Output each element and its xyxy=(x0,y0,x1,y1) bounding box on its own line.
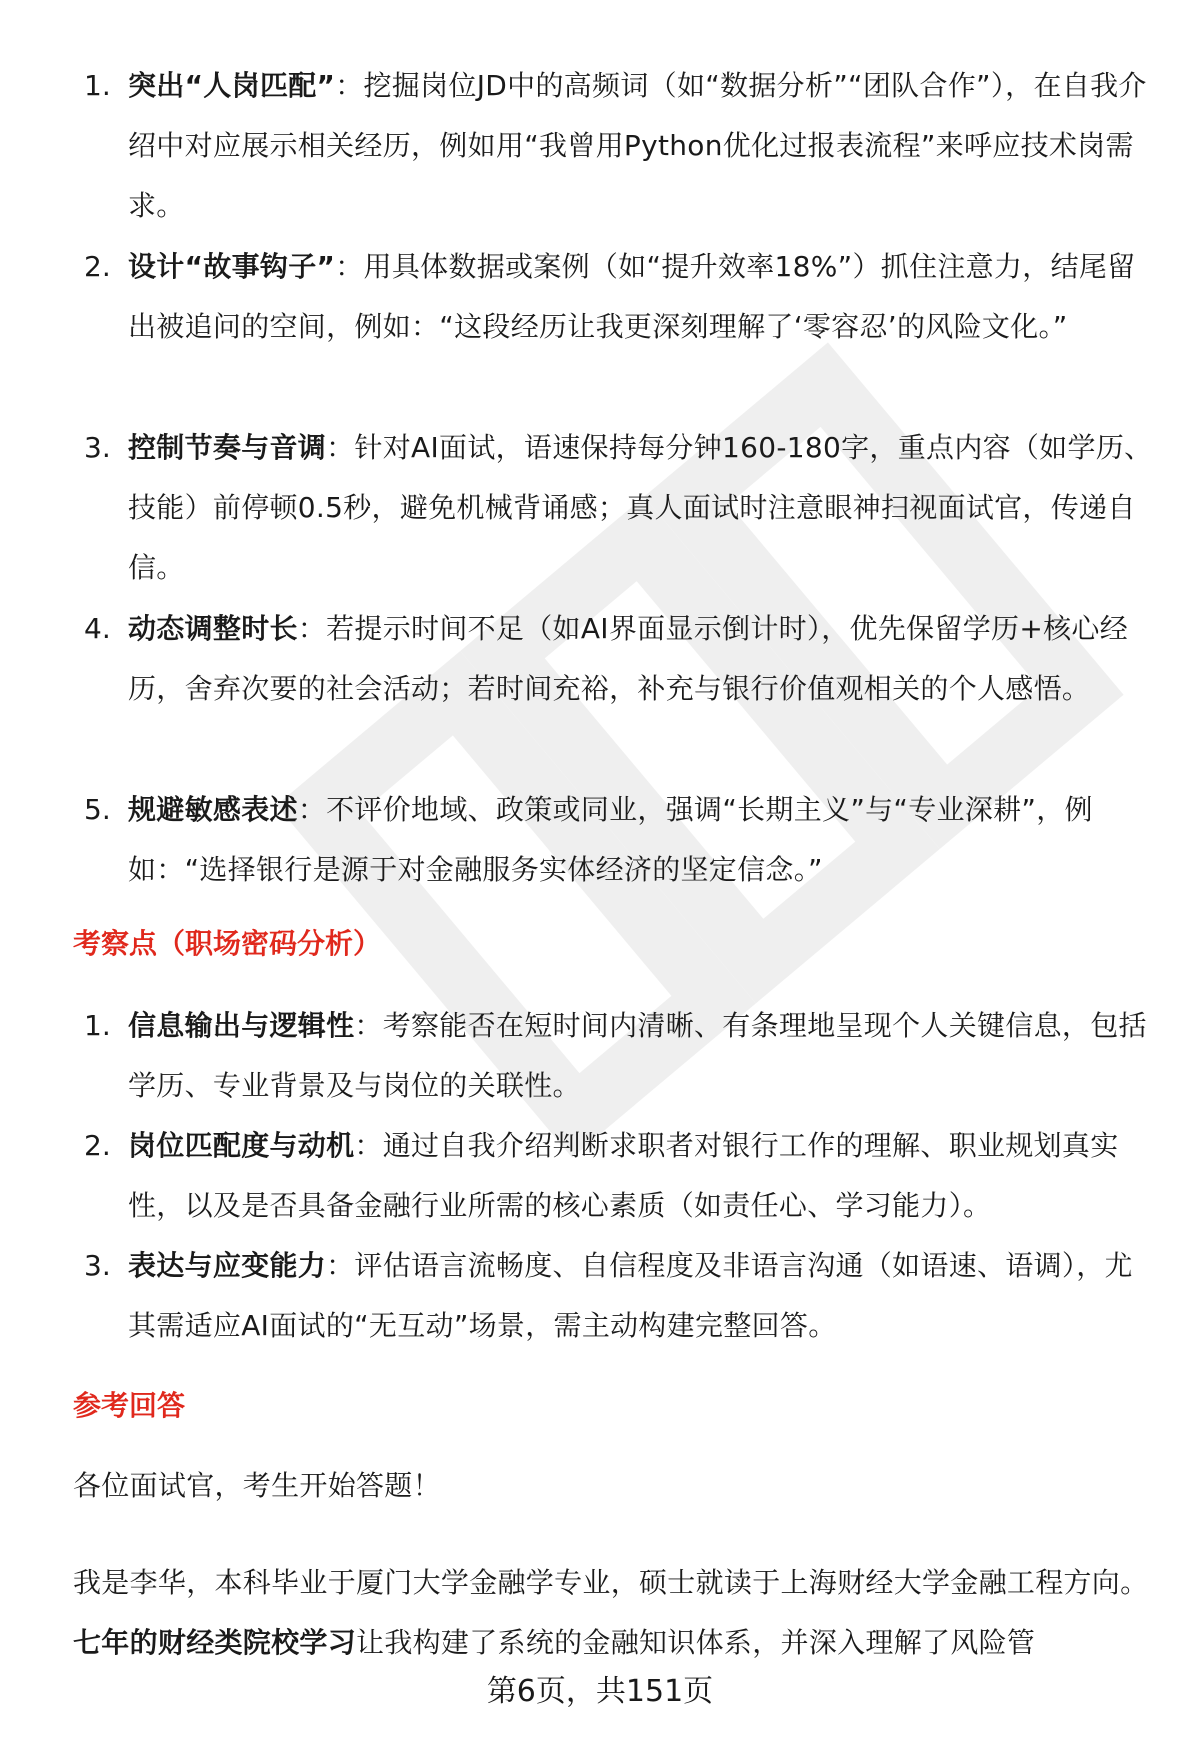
item-body: ：评估语言流畅度、自信程度及非语言沟通（如语速、语调），尤其需适应AI面试的“无互动”场景，需主动构建完整回答。 xyxy=(128,1249,1133,1342)
item-number: 1. xyxy=(84,1009,111,1042)
item-lead: 突出“人岗匹配” xyxy=(128,69,336,102)
item-text xyxy=(128,237,1158,357)
item-text xyxy=(128,1236,1158,1356)
answer-paragraph xyxy=(73,1553,1153,1673)
item-number: 5. xyxy=(84,793,111,826)
item-number: 1. xyxy=(84,69,111,102)
item-body: ：考察能否在短时间内清晰、有条理地呈现个人关键信息，包括学历、专业背景及与岗位的关联性。 xyxy=(128,1009,1147,1102)
answer-emphasis: 七年的财经类院校学习 xyxy=(73,1626,357,1659)
answer-text: 我是李华，本科毕业于厦门大学金融学专业，硕士就读于上海财经大学金融工程方向。 xyxy=(73,1566,1149,1599)
item-text xyxy=(128,56,1158,236)
item-text xyxy=(128,599,1158,719)
item-text xyxy=(128,418,1158,598)
item-lead: 表达与应变能力 xyxy=(128,1249,327,1282)
page-number: 第6页，共151页 xyxy=(486,1674,714,1709)
item-text xyxy=(128,996,1158,1116)
item-lead: 控制节奏与音调 xyxy=(128,431,327,464)
item-lead: 设计“故事钩子” xyxy=(128,250,336,283)
item-number: 3. xyxy=(84,431,111,464)
item-body: ：用具体数据或案例（如“提升效率18%”）抓住注意力，结尾留出被追问的空间，例如：“这段经历让我更深刻理解了‘零容忍’的风险文化。” xyxy=(128,250,1136,343)
item-number: 2. xyxy=(84,1129,111,1162)
item-body: ：不评价地域、政策或同业，强调“长期主义”与“专业深耕”，例如：“选择银行是源于对金融服务实体经济的坚定信念。” xyxy=(128,793,1093,886)
answer-text-continued: 让我构建了系统的金融知识体系，并深入理解了风险管 xyxy=(356,1626,1036,1659)
section-heading-analysis: 考察点（职场密码分析） xyxy=(73,927,382,960)
item-number: 2. xyxy=(84,250,111,283)
item-number: 4. xyxy=(84,612,111,645)
item-text xyxy=(128,780,1158,900)
answer-opening: 各位面试官，考生开始答题！ xyxy=(73,1469,441,1502)
item-text xyxy=(128,1116,1158,1236)
item-lead: 动态调整时长 xyxy=(128,612,298,645)
item-lead: 规避敏感表述 xyxy=(128,793,298,826)
item-body: ：通过自我介绍判断求职者对银行工作的理解、职业规划真实性，以及是否具备金融行业所需的核心素质（如责任心、学习能力）。 xyxy=(128,1129,1119,1222)
section-heading-answer: 参考回答 xyxy=(73,1389,186,1422)
item-body: ：针对AI面试，语速保持每分钟160-180字，重点内容（如学历、技能）前停顿0.5秒，避免机械背诵感；真人面试时注意眼神扫视面试官，传递自信。 xyxy=(128,431,1153,584)
item-body: ：挖掘岗位JD中的高频词（如“数据分析”“团队合作”），在自我介绍中对应展示相关经历，例如用“我曾用Python优化过报表流程”来呼应技术岗需求。 xyxy=(128,69,1147,222)
item-lead: 信息输出与逻辑性 xyxy=(128,1009,355,1042)
item-body: ：若提示时间不足（如AI界面显示倒计时），优先保留学历+核心经历，舍弃次要的社会活动；若时间充裕，补充与银行价值观相关的个人感悟。 xyxy=(128,612,1128,705)
item-lead: 岗位匹配度与动机 xyxy=(128,1129,355,1162)
item-number: 3. xyxy=(84,1249,111,1282)
